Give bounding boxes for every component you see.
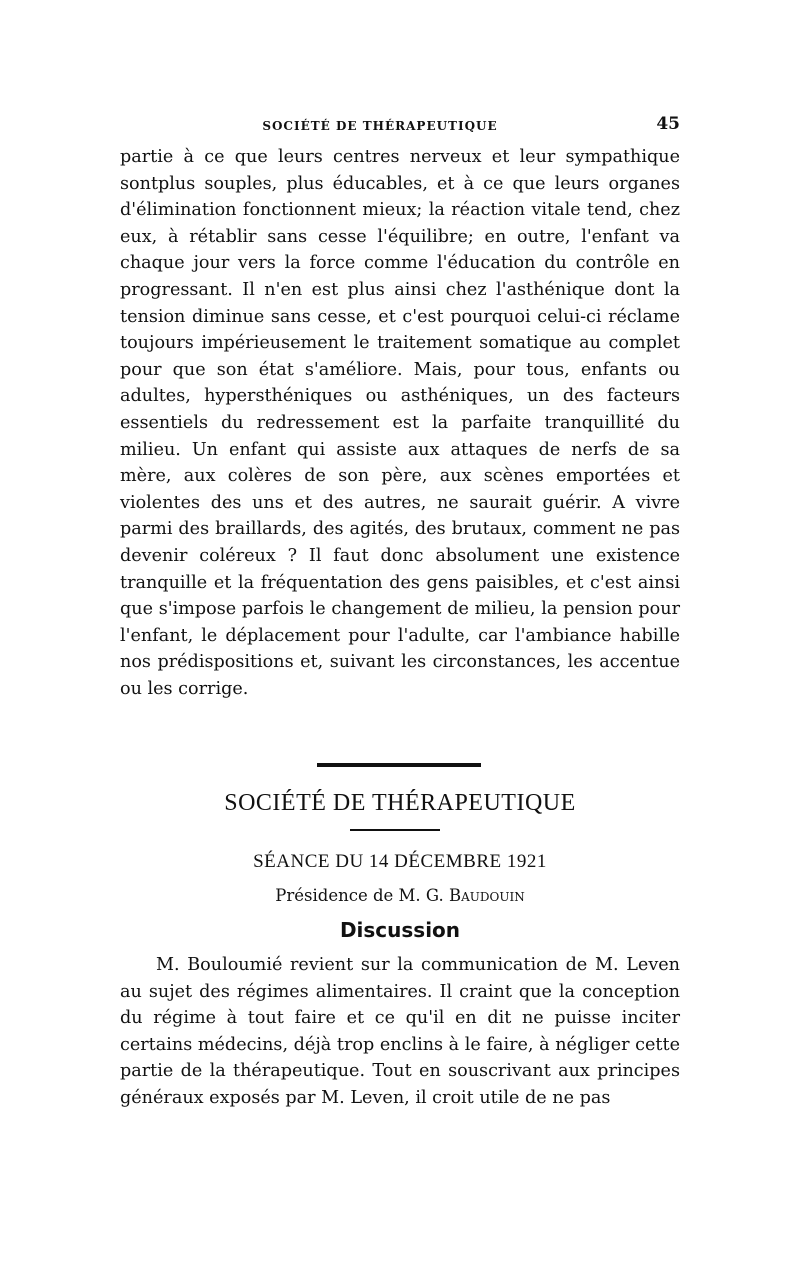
running-title: SOCIÉTÉ DE THÉRAPEUTIQUE (262, 119, 498, 133)
session-date-heading: SÉANCE DU 14 DÉCEMBRE 1921 (253, 851, 547, 872)
discussion-paragraph: M. Bouloumié revient sur la communication de M. Leven au sujet des régimes alimentaires. Il craint que la conception du régime à tout faire et ce qu'il en dit ne puisse inciter certains médecins, déjà trop enclins à le faire, à négliger cette partie de la thérapeutique. Tout en souscrivant aux principes généraux exposés par M. Leven, il croit utile de ne pas (120, 955, 680, 1108)
running-header (120, 116, 680, 136)
section-divider-rule (350, 829, 440, 831)
presidency-prefix: Présidence de M. G. (275, 886, 450, 905)
book-page (120, 0, 680, 1262)
section-title: SOCIÉTÉ DE THÉRAPEUTIQUE (224, 790, 576, 816)
page-number: 45 (656, 114, 680, 134)
body-paragraph: partie à ce que leurs centres nerveux et leur sympathique sontplus souples, plus éducables, et à ce que leurs organes d'élimination fonctionnent mieux; la réaction vitale tend, chez eux, à rétablir sans cesse l'équilibre; en outre, l'enfant va chaque jour vers la force comme l'éducation du contrôle en progressant. Il n'en est plus ainsi chez l'asthénique dont la tension diminue sans cesse, et c'est pourquoi celui-ci réclame toujours impérieusement le traitement somatique au complet pour que son état s'améliore. Mais, pour tous, enfants ou adultes, hypersthéniques ou asthéniques, un des facteurs essentiels du redressement est la parfaite tranquillité du milieu. Un enfant qui assiste aux attaques de nerfs de sa mère, aux colères de son père, aux scènes emportées et violentes des uns et des autres, ne saurait guérir. A vivre parmi des braillards, des agités, des brutaux, comment ne pas devenir coléreux ? Il faut donc absolument une existence tranquille et la fréquentation des gens paisibles, et c'est ainsi que s'impose parfois le changement de milieu, la pension pour l'enfant, le déplacement pour l'adulte, car l'ambiance habille nos prédispositions et, suivant les circonstances, les accentue ou les corrige. (120, 147, 680, 699)
president-name: Baudouin (449, 886, 525, 905)
presidency-line (120, 884, 680, 908)
discussion-heading: Discussion (339, 918, 461, 942)
section-divider-double-rule (317, 763, 481, 767)
